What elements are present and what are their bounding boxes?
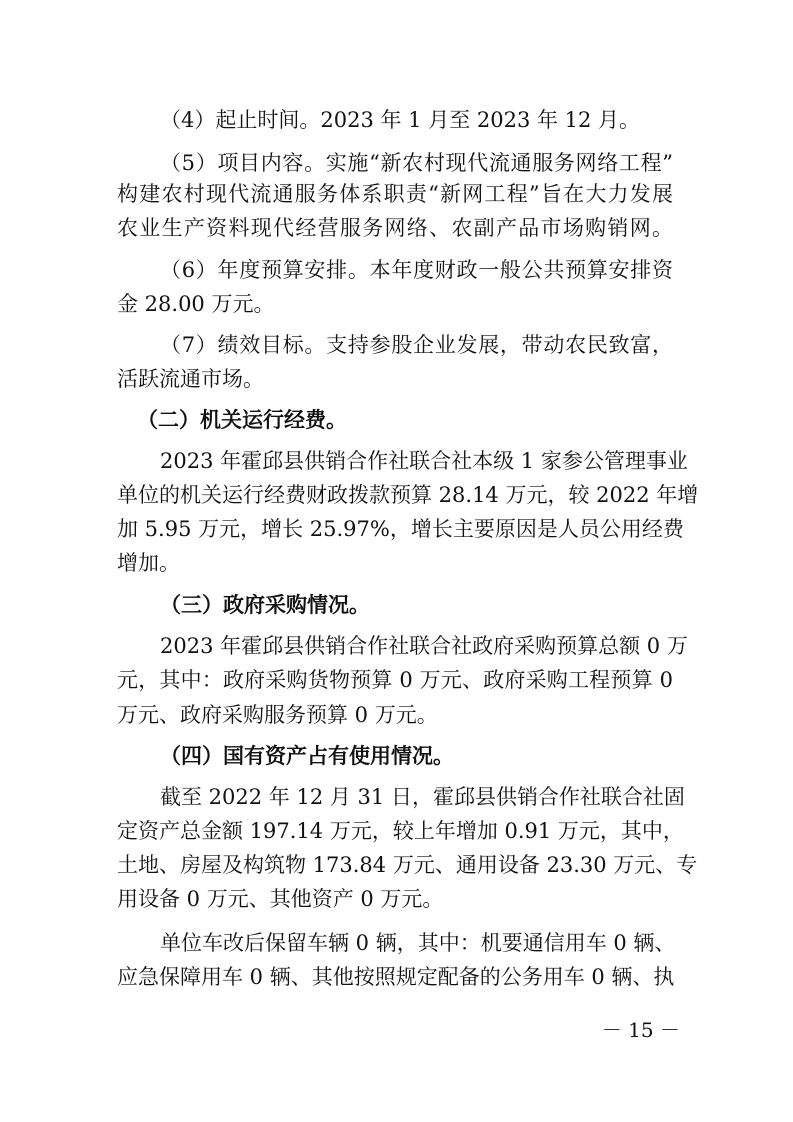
paragraph-line: 元，其中：政府采购货物预算 0 万元、政府采购工程预算 0	[117, 668, 673, 692]
section-heading: （四）国有资产占有使用情况。	[160, 744, 454, 768]
paragraph-line: 活跃流通市场。	[117, 367, 264, 391]
paragraph-line: 应急保障用车 0 辆、其他按照规定配备的公务用车 0 辆、执	[117, 965, 675, 989]
paragraph-line: 单位车改后保留车辆 0 辆，其中：机要通信用车 0 辆、	[160, 931, 676, 955]
paragraph-line: 单位的机关运行经费财政拨款预算 28.14 万元，较 2022 年增	[117, 483, 699, 507]
paragraph-line: 加 5.95 万元，增长 25.97%，增长主要原因是人员公用经费	[117, 517, 684, 541]
paragraph-line: 2023 年霍邱县供销合作社联合社本级 1 家参公管理事业	[160, 449, 688, 473]
paragraph-line: 万元、政府采购服务预算 0 万元。	[117, 703, 438, 727]
paragraph-line: 2023 年霍邱县供销合作社联合社政府采购预算总额 0 万	[160, 634, 688, 658]
section-heading: （二）机关运行经费。	[137, 408, 347, 432]
paragraph-line: 构建农村现代流通服务体系职责“新网工程”旨在大力发展	[117, 182, 673, 206]
paragraph-line: 土地、房屋及构筑物 173.84 万元、通用设备 23.30 万元、专	[117, 853, 698, 877]
paragraph-line: （7）绩效目标。支持参股企业发展，带动农民致富，	[160, 333, 673, 357]
paragraph-line: 定资产总金额 197.14 万元，较上年增加 0.91 万元，其中，	[117, 819, 684, 843]
paragraph-line: 增加。	[117, 551, 180, 575]
paragraph-line: 金 28.00 万元。	[117, 292, 275, 316]
paragraph-line: （5）项目内容。实施“新农村现代流通服务网络工程”	[160, 151, 673, 175]
paragraph-line: （4）起止时间。2023 年 1 月至 2023 年 12 月。	[160, 108, 641, 132]
paragraph-line: （6）年度预算安排。本年度财政一般公共预算安排资	[160, 258, 673, 282]
paragraph-line: 截至 2022 年 12 月 31 日，霍邱县供销合作社联合社固	[160, 785, 685, 809]
page-number: － 15 －	[601, 1018, 680, 1042]
section-heading: （三）政府采购情况。	[160, 593, 370, 617]
paragraph-line: 用设备 0 万元、其他资产 0 万元。	[117, 887, 444, 911]
paragraph-line: 农业生产资料现代经营服务网络、农副产品市场购销网。	[117, 216, 673, 240]
